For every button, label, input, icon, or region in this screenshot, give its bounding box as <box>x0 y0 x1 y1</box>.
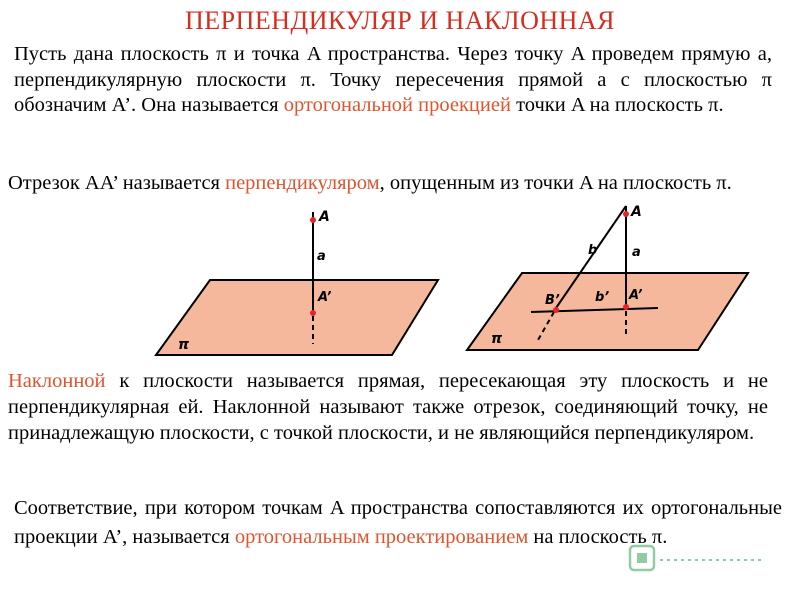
paragraph-text: точки A на плоскость π. <box>510 94 724 116</box>
label-b: b <box>588 243 598 258</box>
page-title: ПЕРПЕНДИКУЛЯР И НАКЛОННАЯ <box>184 6 616 35</box>
paragraph-text: Соответствие, при котором точкам A пространства сопоставляются их ортогональные проекции A’, называется <box>14 497 782 548</box>
paragraph-text: на плоскость π. <box>528 525 668 548</box>
watermark-logo <box>624 540 774 580</box>
term-perpendicular: перпендикуляром <box>225 172 380 194</box>
label-pi-2: π <box>491 331 503 347</box>
paragraph-text: Пусть дана плоскость π и точка A пространства. Через точку A проведем прямую a, перпендикулярную плоскости π. Точку пересечения прямой a с плоскостью π обозначим A’. Она называется <box>14 43 772 116</box>
plane-pi-2 <box>467 273 748 350</box>
paragraph-definition-oblique <box>8 368 768 446</box>
label-pi: π <box>178 337 190 353</box>
point-A-2 <box>623 211 629 217</box>
paragraph-text: к плоскости называется прямая, пересекающая эту плоскость и не перпендикулярная ей. Наклонной называют также отрезок, соединяющий точку, не принадлежащую плоскости, с точкой плоскости, и не являющийся перпендикуляром. <box>8 370 768 444</box>
term-orthogonal-projection: ортогональной проекцией <box>283 94 511 116</box>
label-B-prime: B’ <box>545 293 560 308</box>
label-b-prime: b’ <box>595 290 610 305</box>
figure-perpendicular <box>156 209 438 355</box>
point-A <box>310 217 316 223</box>
watermark-icon <box>630 546 764 570</box>
point-A-prime <box>310 310 316 316</box>
figure-oblique <box>467 204 748 350</box>
label-a-2: a <box>632 245 641 260</box>
paragraph-text: Отрезок AA’ называется <box>8 172 226 194</box>
term-orthogonal-projecting: ортогональным проектированием <box>234 525 529 548</box>
label-a: a <box>317 249 326 264</box>
paragraph-text: , опущенным из точки A на плоскость π. <box>379 172 732 194</box>
term-oblique: Наклонной <box>8 370 106 392</box>
plane-pi <box>156 280 438 355</box>
label-A-prime-2: A’ <box>629 288 643 303</box>
label-A-2: A <box>631 204 642 220</box>
point-A-prime-2 <box>623 304 629 310</box>
label-A: A <box>319 209 330 225</box>
label-A-prime: A’ <box>318 290 332 305</box>
